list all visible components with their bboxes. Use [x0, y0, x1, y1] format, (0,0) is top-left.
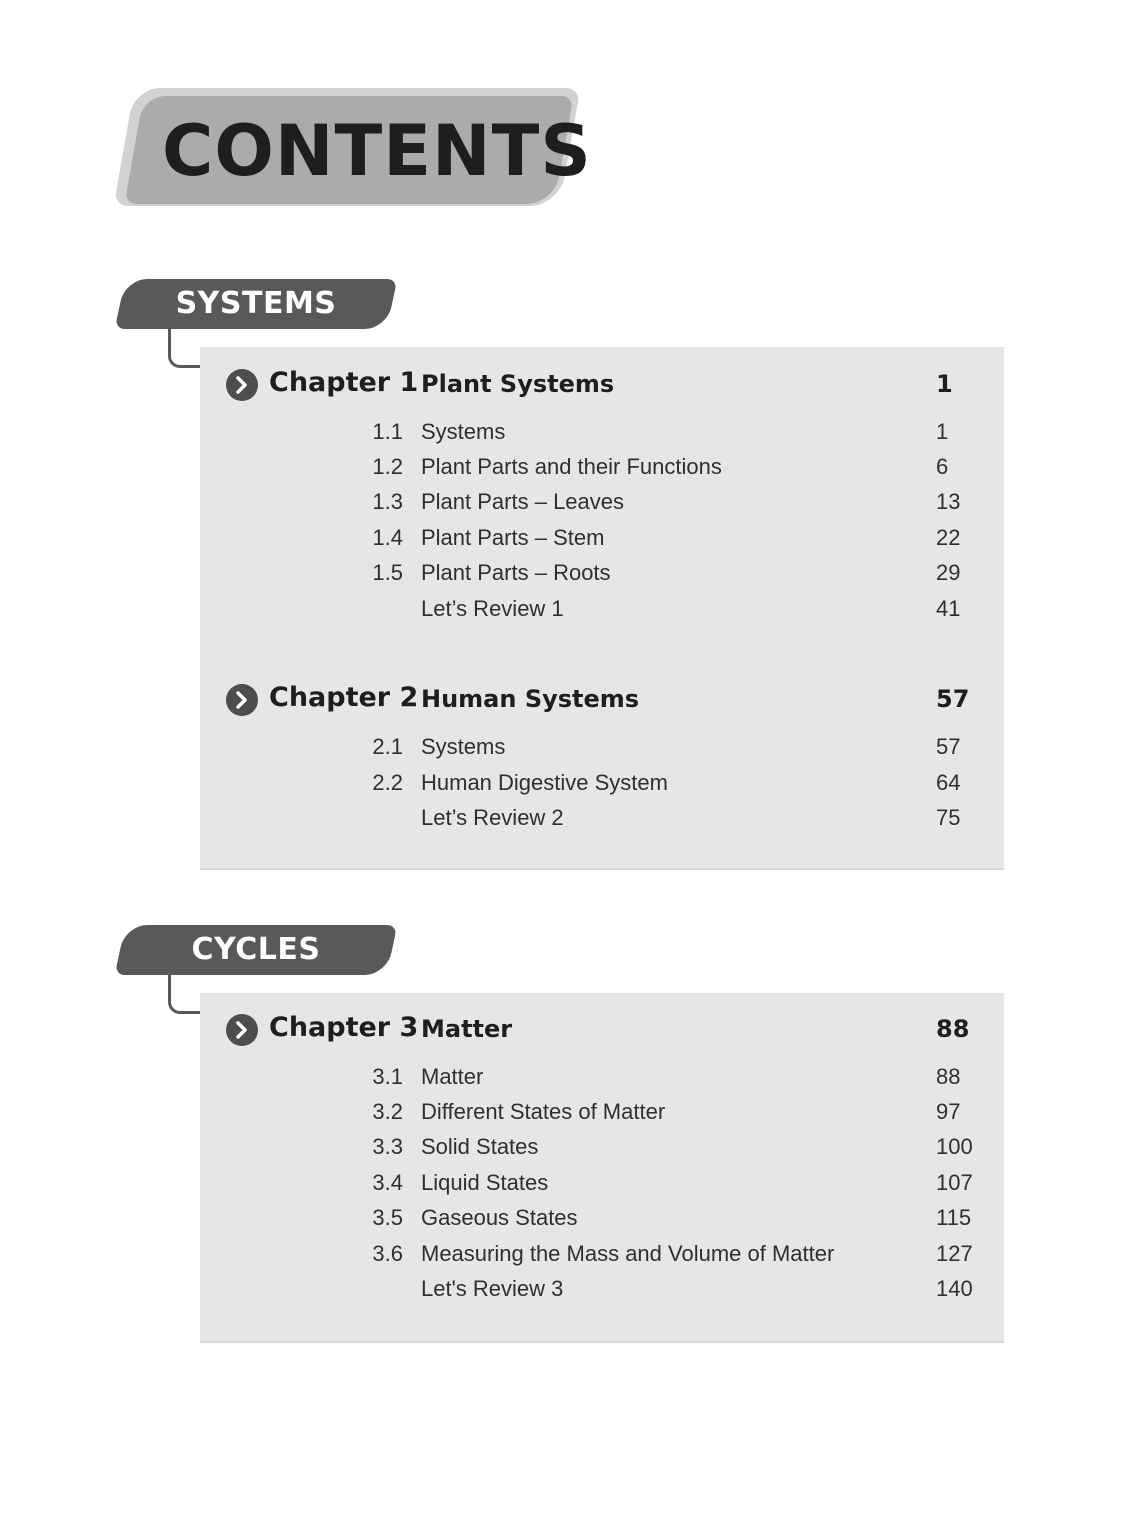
- toc-entry[interactable]: [200, 1167, 1004, 1201]
- entry-number: 2.1: [372, 734, 403, 759]
- toc-entry[interactable]: [200, 731, 1004, 765]
- toc-entry[interactable]: [200, 451, 1004, 485]
- entry-page: 88: [936, 1064, 961, 1089]
- entry-page: 75: [936, 805, 961, 830]
- page-title: CONTENTS: [162, 110, 592, 192]
- entry-page: 22: [936, 525, 961, 550]
- chapter-title: Matter: [421, 1015, 513, 1043]
- toc-entry[interactable]: [200, 1238, 1004, 1272]
- chapter-row[interactable]: [200, 365, 1004, 405]
- chevron-right-icon: [226, 684, 258, 716]
- chapter-page: 1: [936, 370, 953, 398]
- chapter-title: Human Systems: [421, 685, 640, 713]
- entry-title: Different States of Matter: [421, 1099, 666, 1124]
- entry-title: Matter: [421, 1064, 484, 1089]
- entry-title: Systems: [421, 734, 506, 759]
- toc-entry[interactable]: [200, 593, 1004, 627]
- entry-title: Plant Parts – Stem: [421, 525, 605, 550]
- entry-number: 3.4: [372, 1170, 403, 1195]
- entry-page: 41: [936, 596, 961, 621]
- entry-number: 1.4: [372, 525, 403, 550]
- entry-title: Solid States: [421, 1134, 539, 1159]
- entry-page: 100: [936, 1134, 973, 1159]
- toc-entry[interactable]: [200, 1131, 1004, 1165]
- section-tab-systems: [120, 279, 392, 329]
- entry-number: 3.3: [372, 1134, 403, 1159]
- chapter-row[interactable]: [200, 680, 1004, 720]
- entry-page: 115: [936, 1205, 972, 1230]
- entry-title: Plant Parts – Roots: [421, 560, 611, 585]
- toc-entry[interactable]: [200, 767, 1004, 801]
- toc-entry[interactable]: [200, 1202, 1004, 1236]
- chevron-right-icon: [226, 369, 258, 401]
- entry-page: 1: [936, 419, 949, 444]
- entry-page: 107: [936, 1170, 973, 1195]
- entry-number: 1.1: [372, 419, 403, 444]
- entry-page: 127: [936, 1241, 973, 1266]
- toc-entry[interactable]: [200, 486, 1004, 520]
- toc-entry[interactable]: [200, 802, 1004, 836]
- entry-number: 3.2: [372, 1099, 403, 1124]
- entry-page: 29: [936, 560, 961, 585]
- section-panel-cycles: [200, 993, 1004, 1341]
- entry-title: Plant Parts – Leaves: [421, 489, 625, 514]
- chapter-label: Chapter 3: [269, 1012, 419, 1043]
- chapter-page: 88: [936, 1015, 970, 1043]
- entry-page: 64: [936, 770, 961, 795]
- entry-title: Plant Parts and their Functions: [421, 454, 722, 479]
- chapter-row[interactable]: [200, 1010, 1004, 1050]
- chapter-label: Chapter 2: [269, 682, 419, 713]
- toc-entry[interactable]: [200, 522, 1004, 556]
- contents-banner: [120, 88, 592, 206]
- entry-page: 97: [936, 1099, 961, 1124]
- section-title: CYCLES: [191, 932, 321, 967]
- toc-entry[interactable]: [200, 1061, 1004, 1095]
- section-title: SYSTEMS: [175, 286, 337, 321]
- entry-page: 13: [936, 489, 961, 514]
- entry-title: Liquid States: [421, 1170, 549, 1195]
- entry-number: 3.1: [372, 1064, 403, 1089]
- entry-number: 1.5: [372, 560, 403, 585]
- entry-title: Measuring the Mass and Volume of Matter: [421, 1241, 835, 1266]
- toc-entry[interactable]: [200, 1096, 1004, 1130]
- chevron-right-icon: [226, 1014, 258, 1046]
- entry-number: 1.3: [372, 489, 403, 514]
- entry-number: 3.6: [372, 1241, 403, 1266]
- section-panel-systems: [200, 347, 1004, 868]
- toc-entry[interactable]: [200, 416, 1004, 450]
- chapter-title: Plant Systems: [421, 370, 615, 398]
- chapter-page: 57: [936, 685, 970, 713]
- toc-entry[interactable]: [200, 1273, 1004, 1307]
- entry-title: Human Digestive System: [421, 770, 668, 795]
- entry-page: 140: [936, 1276, 973, 1301]
- entry-number: 3.5: [372, 1205, 403, 1230]
- entry-title: Let's Review 3: [421, 1276, 564, 1301]
- entry-number: 2.2: [372, 770, 403, 795]
- entry-title: Systems: [421, 419, 506, 444]
- entry-title: Let’s Review 1: [421, 596, 564, 621]
- section-tab-cycles: [120, 925, 392, 975]
- toc-entry[interactable]: [200, 557, 1004, 591]
- entry-page: 57: [936, 734, 961, 759]
- entry-title: Gaseous States: [421, 1205, 578, 1230]
- entry-number: 1.2: [372, 454, 403, 479]
- entry-title: Let’s Review 2: [421, 805, 564, 830]
- entry-page: 6: [936, 454, 949, 479]
- chapter-label: Chapter 1: [269, 367, 419, 398]
